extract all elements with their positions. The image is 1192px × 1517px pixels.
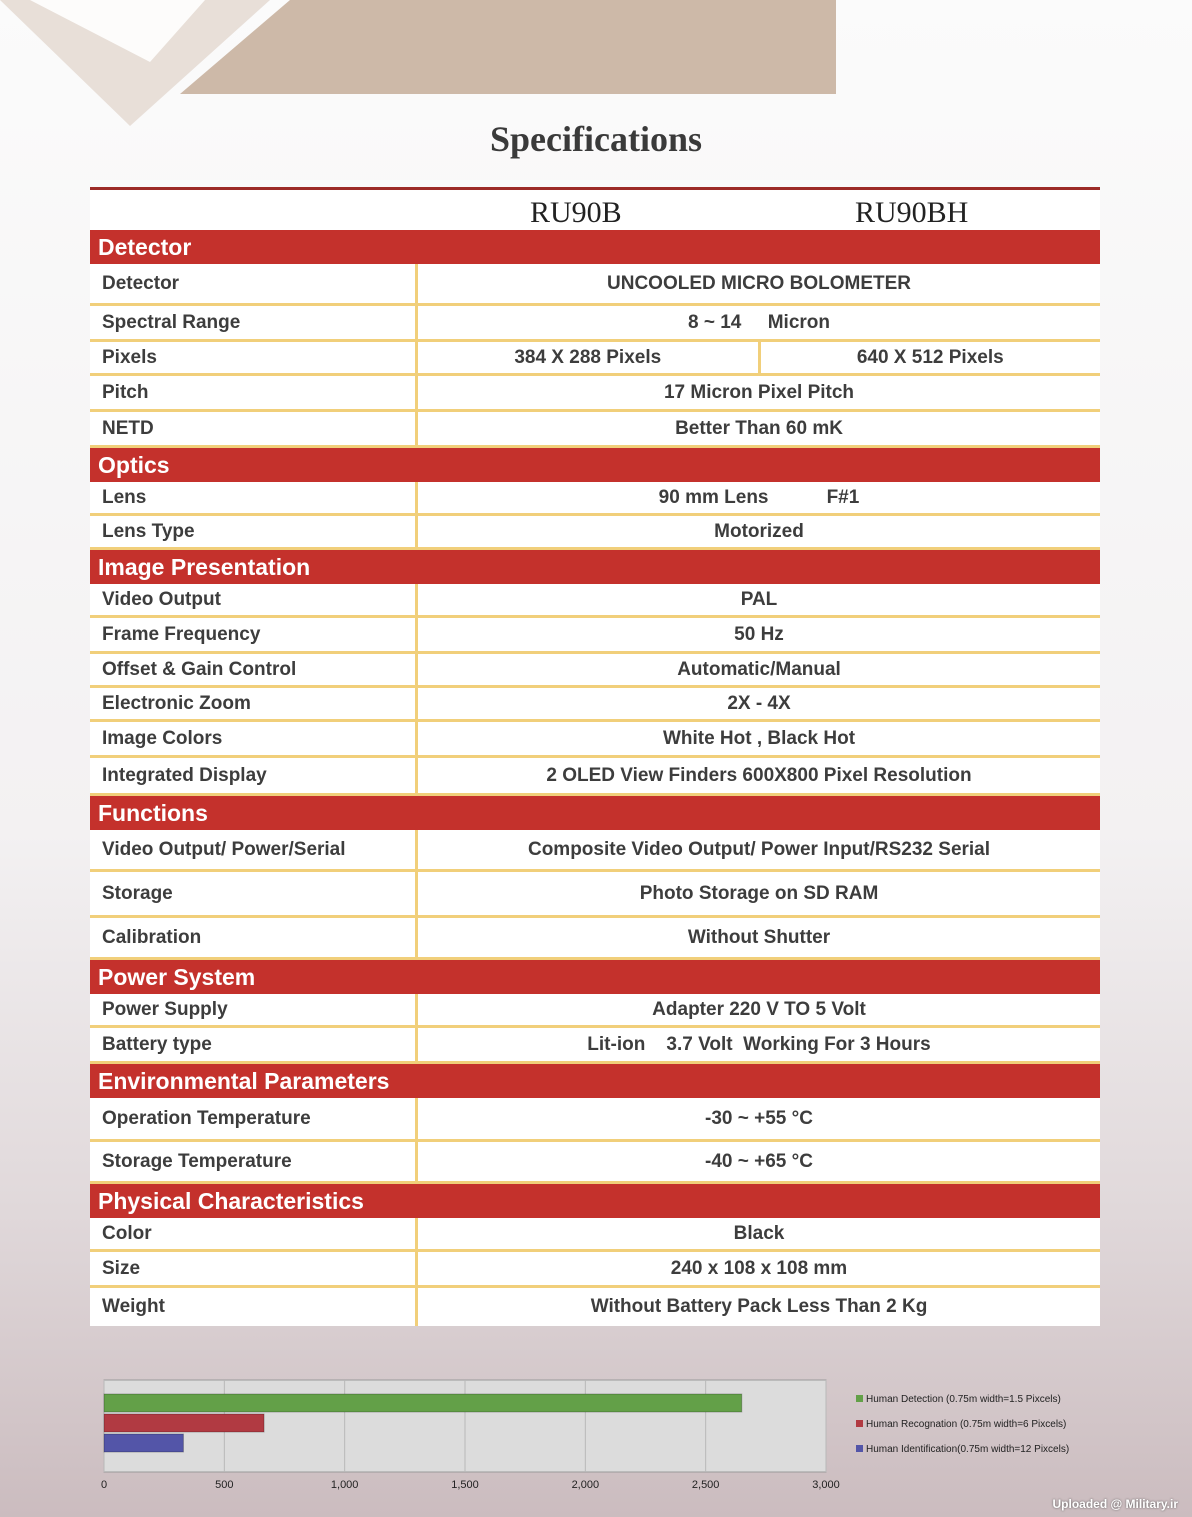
spec-label: NETD [90,412,418,445]
spec-value: 240 x 108 x 108 mm [670,1257,848,1279]
spec-label: Integrated Display [90,758,418,793]
bar [104,1414,264,1432]
spec-value: Without Shutter [687,926,831,948]
spec-label: Lens [90,482,418,513]
spec-label: Image Colors [90,722,418,755]
x-tick-label: 500 [215,1479,234,1491]
spec-value: Better Than 60 mK [675,417,843,439]
spec-value: -40 ~ +65 °C [705,1150,813,1172]
spec-row [90,376,1100,412]
x-tick-label: 2,500 [691,1479,720,1491]
spec-value: 384 X 288 Pixels [514,346,662,368]
spec-label: Power Supply [90,994,418,1025]
spec-label: Video Output/ Power/Serial [90,830,418,869]
spec-row [90,516,1100,550]
section-header: Power System [90,960,1100,994]
spec-value: White Hot , Black Hot [662,727,856,749]
spec-value: -30 ~ +55 °C [705,1107,813,1129]
spec-value: 2X - 4X [727,692,791,714]
spec-row [90,482,1100,516]
spec-value: 2 OLED View Finders 600X800 Pixel Resolution [546,764,972,786]
spec-row [90,618,1100,654]
spec-value: PAL [740,588,778,610]
spec-value: Composite Video Output/ Power Input/RS232 Serial [527,838,991,860]
legend-label: Human Detection (0.75m width=1.5 Pixcels) [866,1394,1061,1405]
spec-value: Lit-ion 3.7 Volt Working For 3 Hours [587,1033,931,1055]
section-header: Environmental Parameters [90,1064,1100,1098]
page-title: Specifications [490,119,702,159]
legend-label: Human Recognation (0.75m width=6 Pixcels) [866,1419,1067,1430]
spec-label: Video Output [90,584,418,615]
range-chart-svg [100,1380,1104,1500]
legend-swatch [856,1420,863,1427]
spec-value: Black [733,1222,785,1244]
spec-label: Pitch [90,376,418,409]
spec-row [90,918,1100,960]
spec-value: UNCOOLED MICRO BOLOMETER [607,272,911,294]
spec-row [90,722,1100,758]
spec-label: Storage [90,872,418,915]
spec-label: Electronic Zoom [90,688,418,719]
legend-swatch [856,1445,863,1452]
spec-row [90,1252,1100,1288]
spec-value: 17 Micron Pixel Pitch [663,381,855,403]
spec-row [90,830,1100,872]
section-header: Physical Characteristics [90,1184,1100,1218]
spec-row [90,264,1100,306]
spec-label: Detector [90,264,418,303]
x-tick-label: 1,000 [330,1479,359,1491]
spec-label: Pixels [90,342,418,373]
spec-value: 90 mm Lens F#1 [658,486,860,508]
model-header [90,190,1100,230]
spec-row [90,688,1100,722]
x-tick-label: 3,000 [812,1479,840,1491]
spec-row [90,1028,1100,1064]
spec-label: Size [90,1252,418,1285]
spec-label: Lens Type [90,516,418,547]
spec-label: Operation Temperature [90,1098,418,1139]
spec-label: Battery type [90,1028,418,1061]
spec-row [90,412,1100,448]
spec-row [90,1288,1100,1326]
spec-row [90,342,1100,376]
bar [104,1394,742,1412]
range-chart [100,1380,1104,1500]
spec-row [90,758,1100,796]
model-ru90b: RU90B [530,196,622,229]
section-header: Detector [90,230,1100,264]
spec-row [90,654,1100,688]
spec-value: 8 ~ 14 Micron [687,311,831,333]
x-tick-label: 1,500 [451,1479,479,1491]
spec-value: Automatic/Manual [677,658,841,680]
spec-row [90,994,1100,1028]
spec-row [90,1098,1100,1142]
x-tick-label: 2,000 [571,1479,600,1491]
spec-row [90,1142,1100,1184]
spec-label: Weight [90,1288,418,1326]
spec-label: Spectral Range [90,306,418,339]
x-tick-label: 0 [100,1479,108,1491]
spec-value: Motorized [714,520,804,542]
corner-decoration [0,0,840,130]
spec-row [90,306,1100,342]
spec-label: Color [90,1218,418,1249]
spec-row [90,872,1100,918]
spec-label: Frame Frequency [90,618,418,651]
spec-row [90,1218,1100,1252]
bar [104,1434,183,1452]
spec-value: Without Battery Pack Less Than 2 Kg [590,1296,928,1317]
spec-label: Offset & Gain Control [90,654,418,685]
spec-label: Storage Temperature [90,1142,418,1181]
legend-swatch [856,1395,863,1402]
section-header: Image Presentation [90,550,1100,584]
spec-value: 640 X 512 Pixels [758,342,1101,373]
spec-table [90,230,1100,1326]
legend-label: Human Identification(0.75m width=12 Pixcels) [866,1444,1070,1455]
spec-value: Photo Storage on SD RAM [639,882,879,904]
spec-value: Adapter 220 V TO 5 Volt [652,998,866,1020]
watermark: Uploaded @ Military.ir [1052,1497,1178,1511]
spec-label: Calibration [90,918,418,957]
section-header: Functions [90,796,1100,830]
spec-value: 50 Hz [734,623,784,645]
section-header: Optics [90,448,1100,482]
spec-row [90,584,1100,618]
model-ru90bh: RU90BH [855,196,969,229]
